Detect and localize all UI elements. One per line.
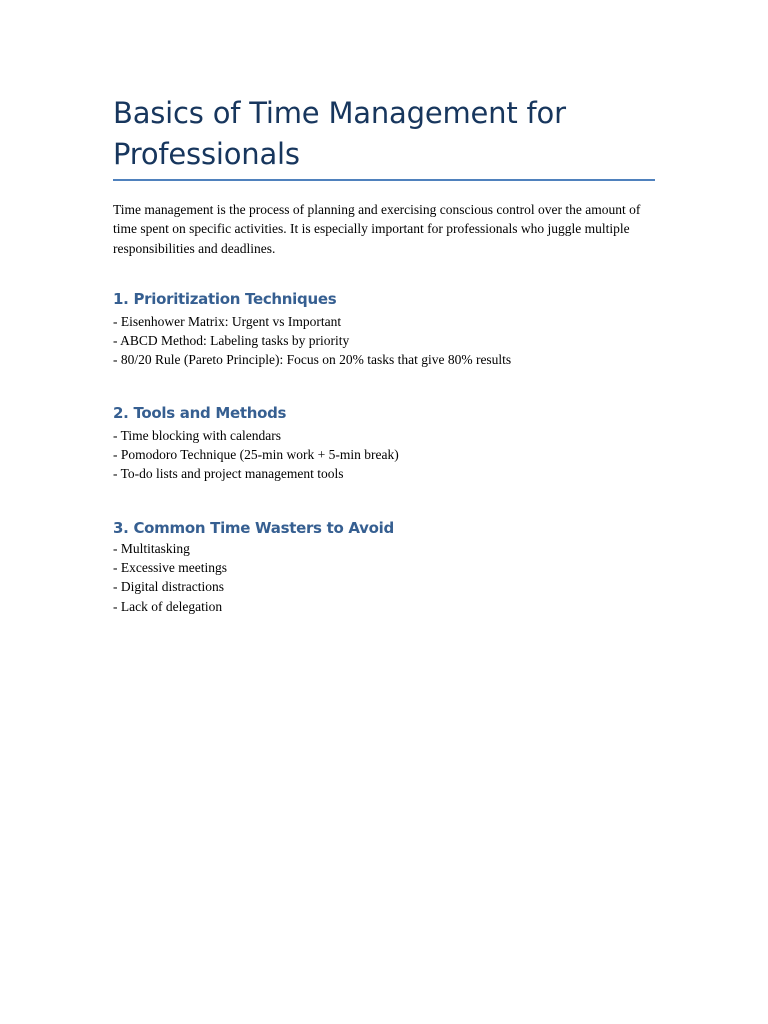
list-item: - Excessive meetings <box>113 560 227 576</box>
bullet-list <box>113 426 655 484</box>
list-item: - Multitasking <box>113 541 190 556</box>
section-tools-methods <box>113 402 655 484</box>
list-item: - 80/20 Rule (Pareto Principle): Focus on 20% tasks that give 80% results <box>113 352 512 368</box>
list-item: - Digital distractions <box>113 579 224 595</box>
document-title: Basics of Time Management for Professionals <box>113 96 566 171</box>
bullet-list <box>113 312 655 370</box>
list-item: - Lack of delegation <box>113 598 223 614</box>
section-prioritization <box>113 288 655 370</box>
list-item: - To-do lists and project management tools <box>113 466 344 482</box>
bullet-list <box>113 539 655 616</box>
section-time-wasters <box>113 517 655 616</box>
list-item: - Pomodoro Technique (25-min work + 5-min break) <box>113 447 399 463</box>
list-item: - ABCD Method: Labeling tasks by priority <box>113 333 350 349</box>
section-heading: 2. Tools and Methods <box>113 404 287 422</box>
list-item: - Eisenhower Matrix: Urgent vs Important <box>113 314 342 329</box>
section-heading: 3. Common Time Wasters to Avoid <box>113 519 394 537</box>
section-heading: 1. Prioritization Techniques <box>113 290 337 308</box>
title-underline-rule <box>113 179 655 181</box>
intro-paragraph: Time management is the process of planning and exercising conscious control over the amount of time spent on specific activities. It is especially important for professionals who juggle multiple responsibilities and deadlines. <box>113 202 641 256</box>
list-item: - Time blocking with calendars <box>113 428 281 443</box>
